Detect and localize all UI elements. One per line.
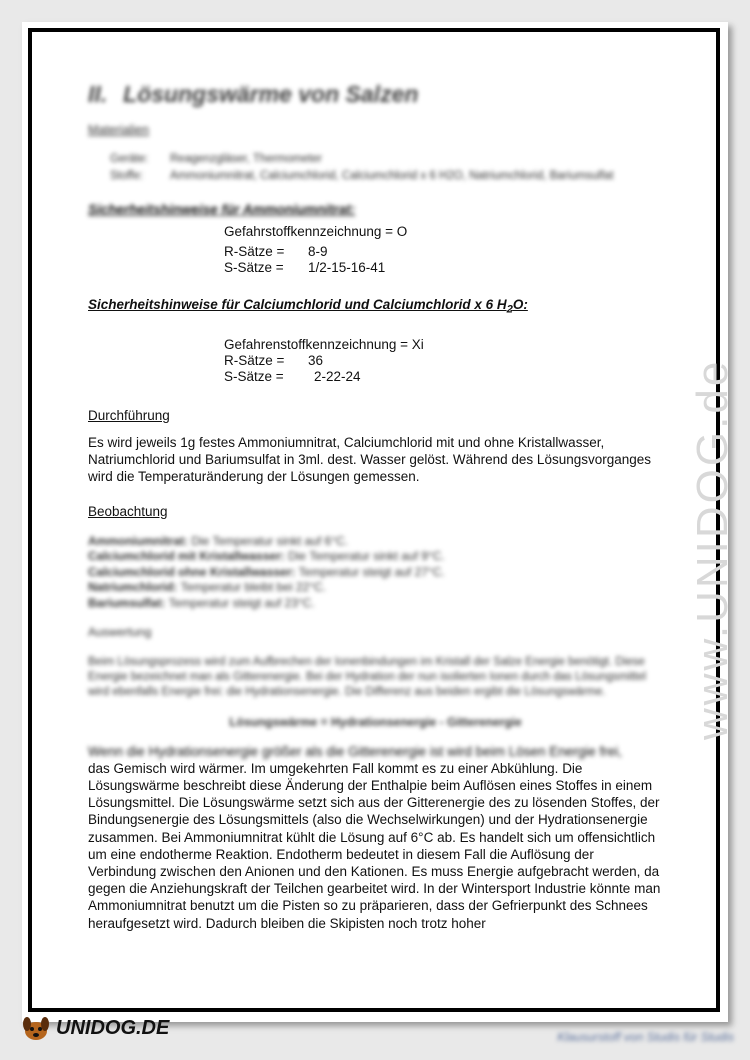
materials-value: Ammoniumnitrat, Calciumchlorid, Calciumchlorid x 6 H2O, Natriumchlorid, Bariumsulfat [170,170,614,182]
observation-section [88,503,663,612]
observation-row: Calciumchlorid ohne Kristallwasser: Temperatur steigt auf 27°C. [88,564,445,579]
hazard-row [224,353,663,369]
footer-tagline: Klausurstoff von Studis für Studis [557,1030,734,1044]
materials-value: Reagenzgläser, Thermometer [170,153,322,165]
dog-icon [20,1014,52,1042]
watermark-text: www.UNIDOG.de [688,358,737,740]
final-blurred-line: Wenn die Hydrationsenergie größer als die Gitterenergie ist wird beim Lösen Energie frei, [88,743,623,759]
hazard-block-calciumchlorid [224,337,663,385]
safety-heading-sub: 2 [506,303,513,316]
hazard-value: 2-22-24 [314,368,361,384]
observation-row: Natriumchlorid: Temperatur bleibt bei 22°C. [88,580,327,595]
observation-label: Beobachtung [88,503,168,519]
hazard-key: S-Sätze = [224,368,284,384]
document-title [88,80,663,108]
materials-list [88,151,663,185]
hazard-value: 36 [308,352,324,368]
hazard-key: S-Sätze = [224,260,284,275]
title-number: II. [88,81,108,107]
hazard-value: 1/2-15-16-41 [308,260,386,275]
final-text: das Gemisch wird wärmer. Im umgekehrten Fall kommt es zu einer Abkühlung. Die Lösungswärme beschreibt diese Änderung der Enthalpie beim Auflösen eines Stoffes in einem Lösungsmittel. Die Lösungswärme setzt sich aus der Gitterenergie des zu lösenden Stoffes, der Bindungsenergie des Lösungsmittels (also die Wechselwirkungen) und der Hydrationsenergie zusammen. Bei Ammoniumnitrat kühlt die Lösung auf 6°C ab. Es handelt sich um offensichtlich um eine endotherme Reaktion. Endotherm bedeutet in diesem Fall die Auflösung der Verbindung zwischen den Anionen und den Kationen. Es muss Energie aufgebracht werden, da gegen die Anziehungskraft der Teilchen gearbeitet wird. In der Wintersport Industrie könnte man Ammoniumnitrat benutzt um die Pisten so zu präparieren, dass der Gefrierpunkt des Schnees heraufgesetzt wird. Dadurch bleiben die Skipisten noch trotz hoher [88,760,661,931]
hazard-key: Gefahrstoffkennzeichnung = O [224,224,408,239]
hazard-row [224,369,663,385]
evaluation-label: Auswertung [88,625,152,640]
watermark-anchor [688,358,737,750]
observation-row: Ammoniumnitrat: Die Temperatur sinkt auf 6°C. [88,533,348,548]
materials-row [110,168,663,185]
hazard-row [224,337,663,353]
hazard-row [224,224,663,240]
observation-row: Bariumsulfat: Temperatur steigt auf 23°C. [88,595,315,610]
formula: Lösungswärme = Hydrationsenergie - Gitterenergie [229,714,522,729]
materials-label: Materialien [88,123,150,137]
logo-text: UNIDOG.DE [56,1016,170,1039]
hazard-block-ammoniumnitrat [224,224,663,276]
observation-row: Calciumchlorid mit Kristallwasser: Die Temperatur sinkt auf 9°C. [88,549,445,564]
safety-heading-end: O: [512,297,528,312]
materials-row [110,151,663,168]
observation-list [88,534,663,612]
materials-key: Geräte: [110,153,149,165]
document-content [88,80,663,932]
evaluation-text: Beim Lösungsprozess wird zum Aufbrechen der Ionenbindungen im Kristall der Salze Energie benötigt. Diese Energie bezeichnet man als Gitterenergie. Bei der Hydration der nun isolierten Ionen durch das Lösungsmittel wird ebenfalls Energie frei: die Hydrationsenergie. Die Differenz aus beiden ergibt die Lösungswärme. [88,655,647,698]
hazard-row [224,244,663,260]
safety-heading-ammoniumnitrat: Sicherheitshinweise für Ammoniumnitrat: [88,202,356,217]
hazard-key: R-Sätze = [224,244,285,259]
hazard-row [224,260,663,276]
title-text: Lösungswärme von Salzen [123,81,419,107]
safety-heading-calciumchlorid [88,296,663,319]
hazard-value: 8-9 [308,244,328,259]
procedure-label: Durchführung [88,407,170,423]
safety-heading-text: Sicherheitshinweise für Calciumchlorid und Calciumchlorid x 6 H [88,297,507,312]
procedure-text: Es wird jeweils 1g festes Ammoniumnitrat, Calciumchlorid mit und ohne Kristallwasser, Natriumchlorid und Bariumsulfat in 3ml. dest. Wasser gelöst. Während des Lösungsvorganges wird die Temperaturänderung der Lösungen gemessen. [88,434,652,484]
procedure-section [88,407,663,485]
hazard-key: Gefahrenstoffkennzeichnung = Xi [224,336,424,352]
evaluation-section [88,625,663,731]
materials-key: Stoffe: [110,170,144,182]
footer-logo [20,1014,169,1042]
hazard-key: R-Sätze = [224,352,285,368]
